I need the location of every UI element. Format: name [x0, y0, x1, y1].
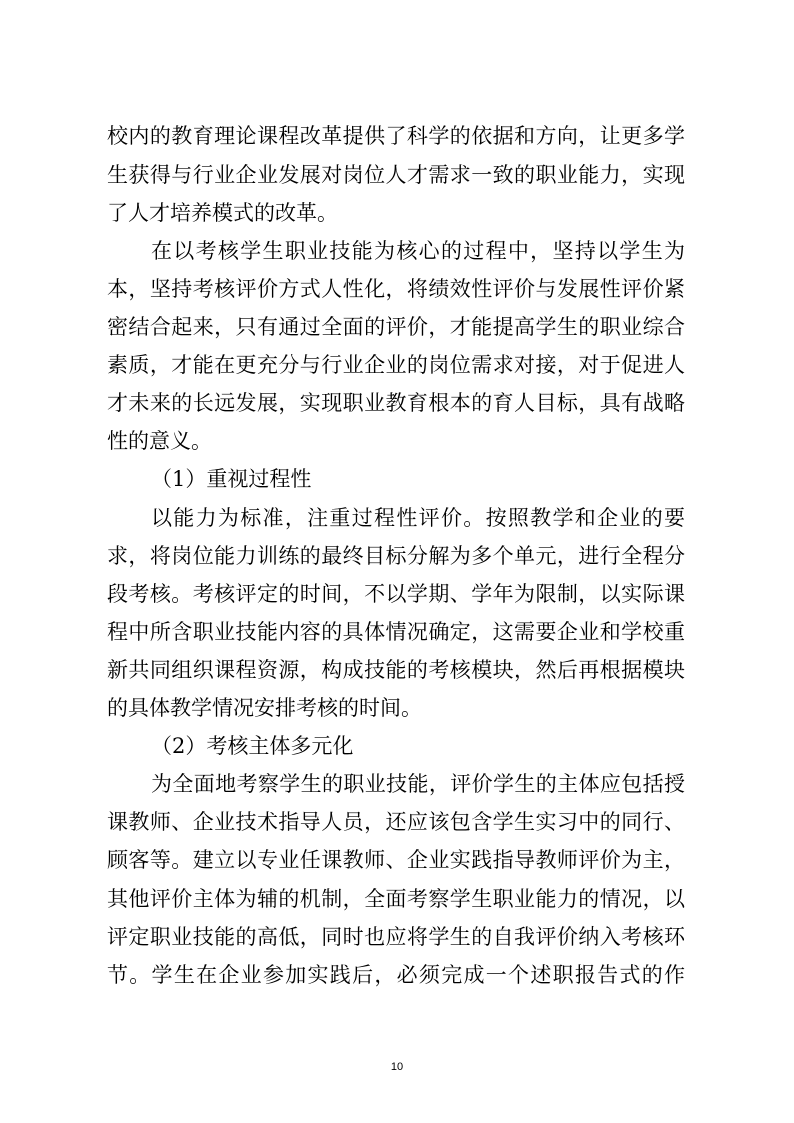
body-text-line: 其他评价主体为辅的机制，全面考察学生职业能力的情况，以: [107, 887, 685, 911]
body-text-line: 评定职业技能的高低，同时也应将学生的自我评价纳入考核环: [107, 925, 685, 949]
page-number: 10: [390, 1061, 404, 1073]
body-text-line: 程中所含职业技能内容的具体情况确定，这需要企业和学校重: [107, 620, 685, 644]
body-text-line: 生获得与行业企业发展对岗位人才需求一致的职业能力，实现: [107, 163, 685, 187]
body-text-line: 的具体教学情况安排考核的时间。: [107, 696, 422, 720]
body-text-line: 密结合起来，只有通过全面的评价，才能提高学生的职业综合: [107, 315, 685, 339]
section-heading: （1）重视过程性: [151, 467, 312, 491]
body-text-line: 课教师、企业技术指导人员，还应该包含学生实习中的同行、: [107, 810, 685, 834]
body-text-line: 才未来的长远发展，实现职业教育根本的育人目标，具有战略: [107, 391, 685, 415]
body-text-line: 了人才培养模式的改革。: [107, 201, 338, 225]
paragraph-first-line: 以能力为标准，注重过程性评价。按照教学和企业的要: [151, 506, 685, 530]
body-text-line: 顾客等。建立以专业任课教师、企业实践指导教师评价为主，: [107, 848, 685, 872]
body-text-line: 素质，才能在更充分与行业企业的岗位需求对接，对于促进人: [107, 353, 685, 377]
body-text-line: 求，将岗位能力训练的最终目标分解为多个单元，进行全程分: [107, 544, 685, 568]
body-text-line: 节。学生在企业参加实践后，必须完成一个述职报告式的作: [107, 963, 685, 987]
section-heading: （2）考核主体多元化: [151, 734, 354, 758]
body-text-line: 性的意义。: [107, 429, 212, 453]
paragraph-first-line: 为全面地考察学生的职业技能，评价学生的主体应包括授: [151, 772, 685, 796]
body-text-line: 本，坚持考核评价方式人性化，将绩效性评价与发展性评价紧: [107, 277, 685, 301]
body-text-line: 校内的教育理论课程改革提供了科学的依据和方向，让更多学: [107, 124, 685, 148]
body-text-line: 段考核。考核评定的时间，不以学期、学年为限制，以实际课: [107, 582, 685, 606]
body-text-line: 新共同组织课程资源，构成技能的考核模块，然后再根据模块: [107, 658, 685, 682]
paragraph-first-line: 在以考核学生职业技能为核心的过程中，坚持以学生为: [151, 239, 685, 263]
